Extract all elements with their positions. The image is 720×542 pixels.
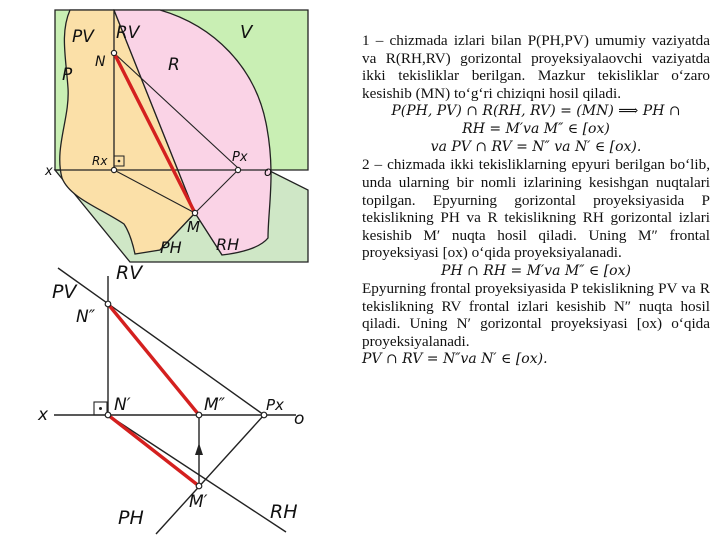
label-ph: PH: [160, 238, 182, 257]
label-x: x: [45, 164, 53, 179]
horizontal-projection-mn: [108, 415, 199, 486]
point-m2: [196, 412, 202, 418]
equation-1c: va PV ∩ RV = N″ va N′ ∈ [ox).: [430, 139, 642, 156]
label-m1: M′: [189, 492, 208, 512]
right-angle-dot: [99, 407, 102, 410]
paragraph-2: 2 – chizmada ikki tekisliklarning epyuri berilgan bo‘lib, unda ularning bir nomli izlarining kesishgan nuqtalari topilgan. Epyurning gorizontal proyeksiyasida P tekislikning PH va R tekislikning RH gorizontal izlari kesishib M′ nuqta hosil qiladi. Uning M″ frontal proyeksiyasi [ox) o‘qida proyeksiyalanadi.: [362, 156, 710, 262]
point-px: [235, 167, 240, 172]
label-rv: RV: [116, 23, 140, 43]
equation-1b: RH = M′va M″ ∈ [ox): [462, 121, 610, 138]
trace-pv: [58, 268, 264, 415]
figure-epure: [36, 262, 340, 537]
paragraph-3: Epyurning frontal proyeksiyasida P tekislikning PV va R tekislikning RV frontal izlari kesishib N″ nuqta hosil qiladi. Uning N′ gorizontal proyeksiyasi [ox) o‘qida proyeksiyalanadi.: [362, 279, 710, 350]
point-m1: [196, 483, 202, 489]
equation-3: PV ∩ RV = N″va N′ ∈ [ox).: [362, 351, 548, 368]
label-p: P: [62, 65, 73, 85]
point-m: [192, 210, 197, 215]
label-pv: PV: [72, 27, 94, 47]
point-n1: [105, 412, 111, 418]
label-v: V: [240, 22, 253, 43]
label-rx: Rx: [92, 154, 108, 168]
label-n2: N″: [76, 307, 96, 327]
label-m: M: [187, 218, 200, 236]
equation-2: PH ∩ RH = M′va M″ ∈ [ox): [441, 262, 631, 279]
label-o: o: [264, 165, 272, 180]
figure-pictorial-view: [40, 8, 340, 266]
label-n1: N′: [114, 395, 131, 415]
label-n: N: [95, 54, 106, 70]
label-rh: RH: [270, 501, 298, 523]
label-rh: RH: [216, 235, 240, 254]
arrow-up-icon: [195, 443, 203, 455]
trace-ph: [156, 415, 264, 534]
label-o: o: [294, 409, 305, 429]
label-pv: PV: [52, 281, 77, 303]
label-r: R: [168, 55, 180, 75]
label-px: Px: [266, 396, 284, 414]
pictorial-diagram: [40, 8, 340, 266]
label-ph: PH: [118, 507, 144, 529]
label-rv: RV: [116, 262, 143, 284]
point-rx: [111, 167, 116, 172]
label-x: x: [38, 405, 49, 425]
equation-1a: P(PH, PV) ∩ R(RH, RV) = (MN) ⟹ PH ∩: [391, 103, 681, 120]
point-n: [111, 50, 116, 55]
label-m2: M″: [204, 395, 226, 415]
paragraph-1: 1 – chizmada izlari bilan P(PH,PV) umumiy vaziyatda va R(RH,RV) gorizontal proyeksiyalaovchi vaziyatda ikki tekisliklar berilgan. Mazkur tekisliklar o‘zaro kesishib (MN) to‘g‘ri chiziqni hosil qiladi.: [362, 32, 710, 102]
epure-diagram: [36, 262, 340, 537]
point-n2: [105, 301, 111, 307]
label-px: Px: [232, 150, 248, 165]
explanation-text: [362, 32, 710, 368]
right-angle-dot: [118, 160, 121, 163]
